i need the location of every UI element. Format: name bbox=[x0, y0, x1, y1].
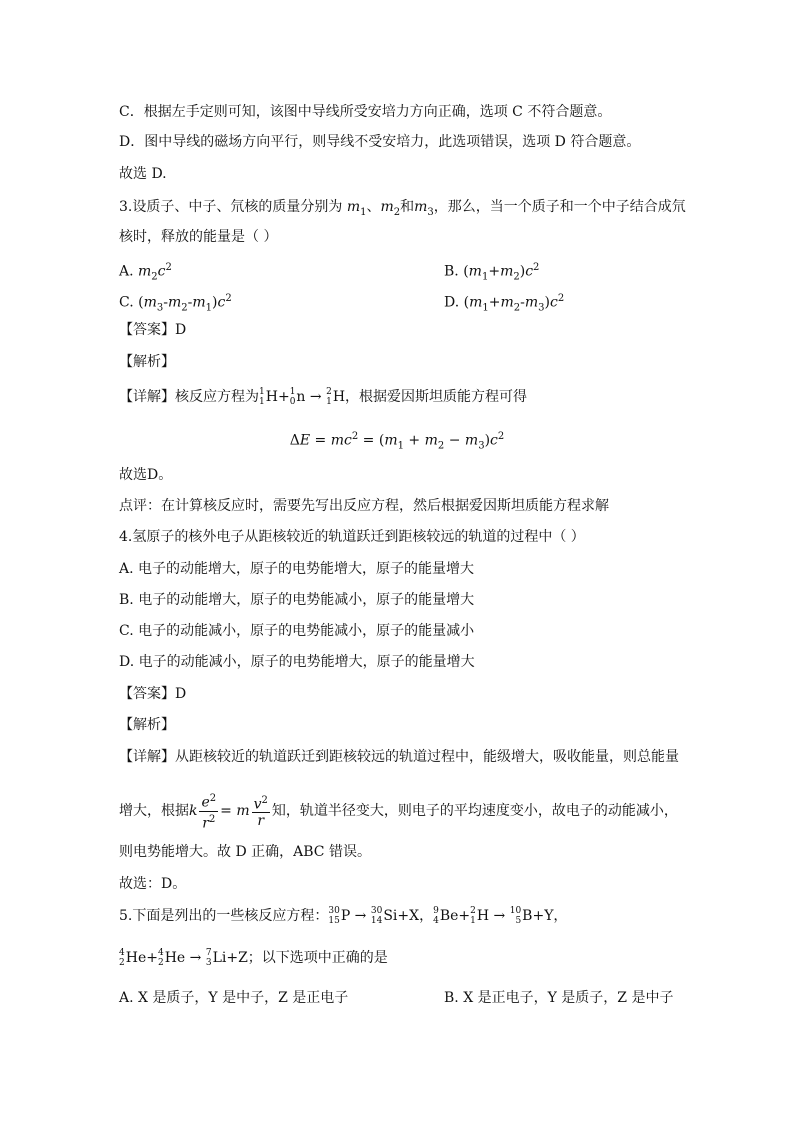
q4-stem: 4.氢原子的核外电子从距核较近的轨道跃迁到距核较远的轨道的过程中（ ） bbox=[119, 529, 585, 545]
q4-detail-line3: 则电势能增大。故 D 正确，ABC 错误。 bbox=[119, 844, 371, 860]
q5-option-a: A. X 是质子，Y 是中子，Z 是正电子 bbox=[119, 990, 349, 1006]
q4-option-b: B. 电子的动能增大，原子的电势能减小，原子的能量增大 bbox=[119, 592, 475, 608]
q4-option-d: D. 电子的动能减小，原子的电势能增大，原子的能量增大 bbox=[119, 654, 475, 670]
q3-option-b: B. $(m_1+m_2)c^2$ bbox=[444, 262, 540, 283]
q4-answer: 【答案】D bbox=[119, 686, 187, 702]
q5-stem-line1: 5.下面是列出的一些核反应方程： 30 15 P → 30 14 Si+X， 9 4 Be+ 2 1 H → 10 5 B+Y， bbox=[119, 906, 568, 926]
q4-detail-line2: 增大，根据k $\frac{e^2}{r^2}$ = m $\frac{v^2}{r}$ 知，轨道半径变大，则电子的平均速度变小，故电子的动能减小， bbox=[119, 792, 678, 832]
q4-option-a: A. 电子的动能增大，原子的电势能增大，原子的能量增大 bbox=[119, 561, 475, 577]
q3-analysis-heading: 【解析】 bbox=[119, 354, 175, 370]
q3-stem-line1: 3.设质子、中子、氘核的质量分别为 $m_1$、$m_2$和$m_3$，那么，当一个质子和一个中子结合成氘 bbox=[119, 199, 686, 218]
q3-answer: 【答案】D bbox=[119, 322, 187, 338]
q3-stem-line2: 核时，释放的能量是（ ） bbox=[119, 229, 278, 245]
q4-detail-line1: 【详解】从距核较近的轨道跃迁到距核较远的轨道过程中，能级增大，吸收能量，则总能量 bbox=[119, 749, 679, 765]
q3-detail: 【详解】核反应方程为 1 1 H+ 1 0 n → 2 1 H，根据爱因斯坦质能方程可得 bbox=[119, 387, 528, 407]
q4-choose: 故选：D。 bbox=[119, 876, 187, 892]
q5-option-b: B. X 是正电子，Y 是质子，Z 是中子 bbox=[444, 990, 674, 1006]
q4-analysis-heading: 【解析】 bbox=[119, 717, 175, 733]
q4-option-c: C. 电子的动能减小，原子的电势能减小，原子的能量减小 bbox=[119, 623, 475, 639]
d-option-analysis: D．图中导线的磁场方向平行，则导线不受安培力，此选项错误，选项 D 符合题意。 bbox=[119, 134, 641, 150]
q3-comment: 点评：在计算核反应时，需要先写出反应方程，然后根据爱因斯坦质能方程求解 bbox=[119, 498, 609, 514]
c-option-analysis: C．根据左手定则可知，该图中导线所受安培力方向正确，选项 C 不符合题意。 bbox=[119, 104, 612, 120]
q2-choose: 故选 D. bbox=[119, 166, 167, 182]
mass-energy-equation: $\Delta E = mc^2 = (m_1 + m_2 - m_3)c^2$ bbox=[289, 431, 505, 452]
q3-option-d: D. $(m_1+m_2-m_3)c^2$ bbox=[444, 293, 565, 314]
q5-stem-line2: 4 2 He+ 4 2 He → 7 3 Li+Z；以下选项中正确的是 bbox=[119, 948, 388, 968]
q3-option-a: A. $m_2c^2$ bbox=[119, 262, 172, 283]
q3-option-c: C. $(m_3-m_2-m_1)c^2$ bbox=[119, 293, 232, 314]
q3-choose: 故选D。 bbox=[119, 467, 173, 483]
